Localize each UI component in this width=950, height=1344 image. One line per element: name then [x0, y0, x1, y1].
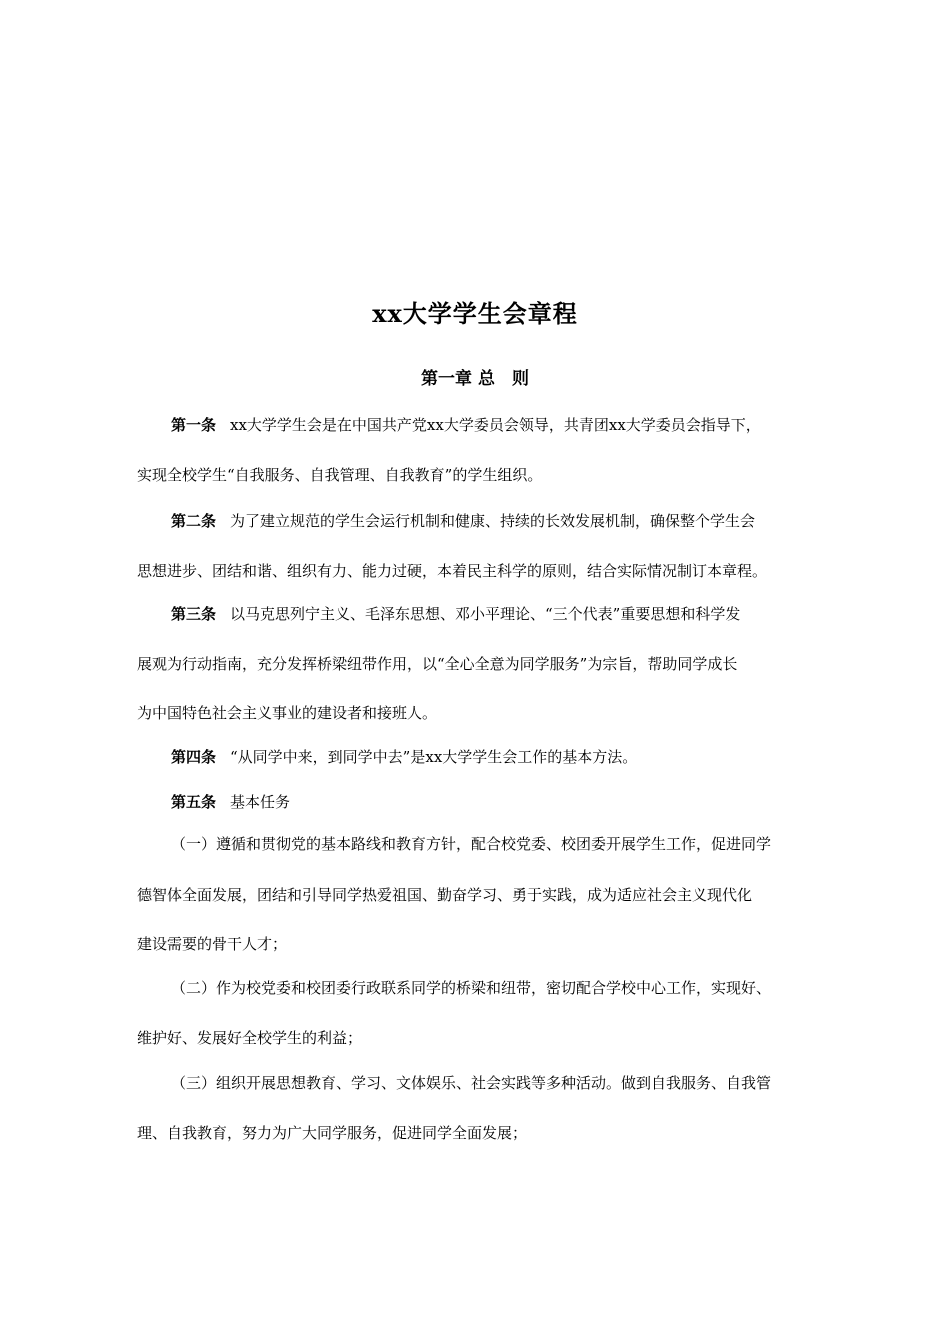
article-2-label: 第二条: [171, 512, 217, 530]
article-5-text: 基本任务: [230, 793, 291, 811]
document-title: xx大学学生会章程: [372, 299, 578, 328]
article-3-label: 第三条: [171, 605, 217, 623]
task-2-line-1: （二）作为校党委和校团委行政联系同学的桥梁和纽带，密切配合学校中心工作，实现好、: [171, 979, 772, 997]
article-3-first-line: [171, 602, 842, 626]
task-1-line-3: 建设需要的骨干人才；: [137, 935, 288, 953]
article-1-label: 第一条: [171, 416, 217, 434]
article-1-line-2: 实现全校学生“自我服务、自我管理、自我教育”的学生组织。: [137, 466, 543, 484]
chapter-heading: 第一章 总 则: [421, 369, 529, 389]
article-4-first-line: [171, 745, 842, 769]
article-3-text: 以马克思列宁主义、毛泽东思想、邓小平理论、“三个代表”重要思想和科学发: [230, 605, 741, 623]
article-4-text: “从同学中来，到同学中去”是xx大学学生会工作的基本方法。: [230, 748, 638, 766]
task-3-line-1: （三）组织开展思想教育、学习、文体娱乐、社会实践等多种活动。做到自我服务、自我管: [171, 1074, 772, 1092]
article-1-text: xx大学学生会是在中国共产党xx大学委员会领导，共青团xx大学委员会指导下，: [230, 416, 761, 434]
article-2-text: 为了建立规范的学生会运行机制和健康、持续的长效发展机制，确保整个学生会: [230, 512, 756, 530]
task-1-line-2: 德智体全面发展，团结和引导同学热爱祖国、勤奋学习、勇于实践，成为适应社会主义现代化: [137, 886, 753, 904]
article-5-first-line: [171, 790, 842, 814]
task-1-line-1: （一）遵循和贯彻党的基本路线和教育方针，配合校党委、校团委开展学生工作，促进同学: [171, 835, 772, 853]
task-2-line-2: 维护好、发展好全校学生的利益；: [137, 1029, 363, 1047]
article-2-line-2: 思想进步、团结和谐、组织有力、能力过硬，本着民主科学的原则，结合实际情况制订本章程。: [137, 562, 768, 580]
article-3-line-3: 为中国特色社会主义事业的建设者和接班人。: [137, 704, 438, 722]
article-2-first-line: [171, 509, 842, 533]
article-5-label: 第五条: [171, 793, 217, 811]
article-4-label: 第四条: [171, 748, 217, 766]
article-1-first-line: [171, 413, 842, 437]
article-3-line-2: 展观为行动指南，充分发挥桥梁纽带作用，以“全心全意为同学服务”为宗旨，帮助同学成长: [137, 655, 738, 673]
task-3-line-2: 理、自我教育，努力为广大同学服务，促进同学全面发展；: [137, 1124, 528, 1142]
